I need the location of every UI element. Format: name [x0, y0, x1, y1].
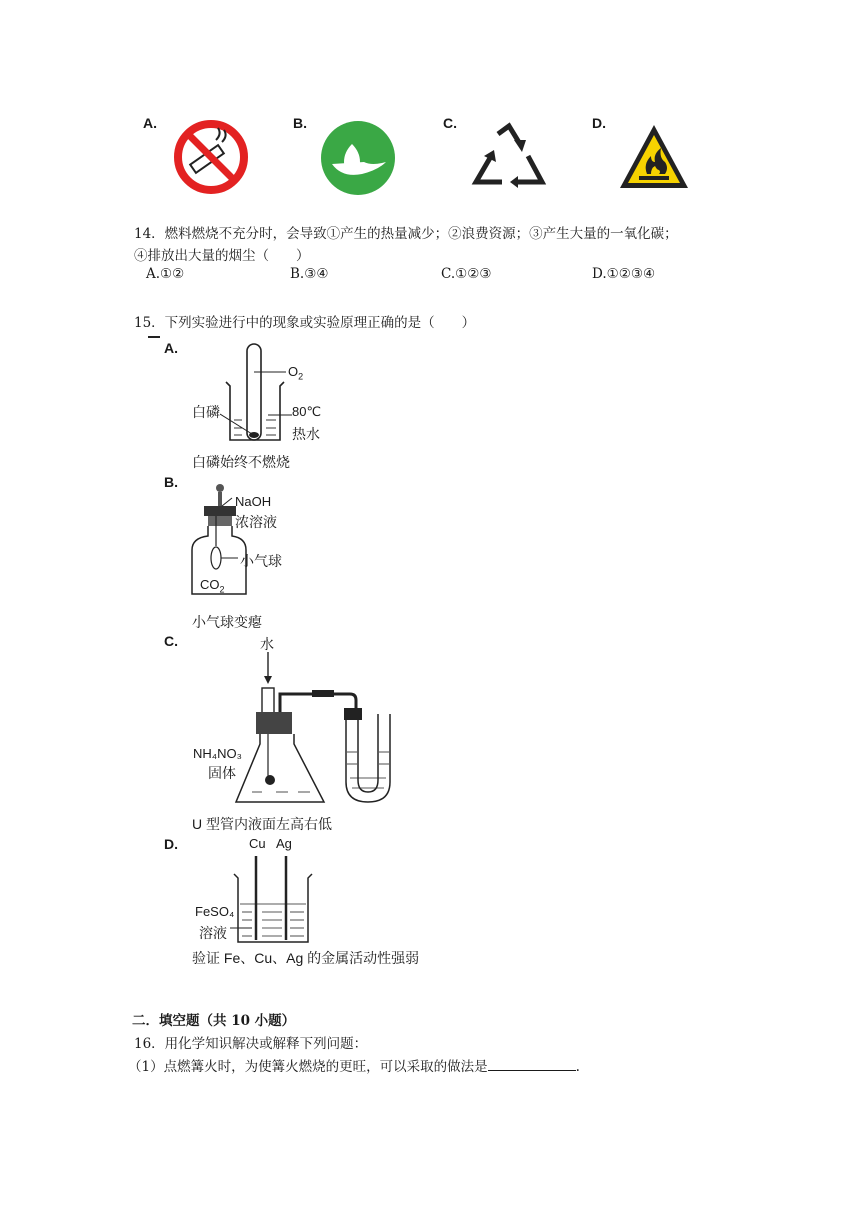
leader-lines-a [220, 342, 300, 446]
metal-strips-beaker-diagram [230, 854, 318, 946]
solution-label: 溶液 [199, 925, 227, 941]
exp-a-caption: 白磷始终不燃烧 [192, 454, 290, 470]
balloon-label: 小气球 [240, 553, 282, 569]
naoh-label: NaOH [235, 494, 272, 509]
exp-c-label: C. [164, 633, 178, 649]
ag-label: Ag [276, 836, 292, 851]
q14-option-b[interactable]: B.③④ [290, 266, 329, 282]
water-saving-icon [320, 120, 396, 196]
water-label: 水 [260, 636, 274, 652]
q16-stem: 16．用化学知识解决或解释下列问题： [134, 1036, 368, 1052]
cu-label: Cu [249, 836, 266, 851]
q16-part1-text: （1）点燃篝火时，为使篝火燃烧的更旺，可以采取的做法是 [128, 1059, 488, 1075]
q14-stem-line1: 14．燃料燃烧不充分时，会导致①产生的热量减少；②浪费资源；③产生大量的一氧化碳； [134, 226, 678, 242]
q14-option-d[interactable]: D.①②③④ [592, 266, 656, 282]
temperature-label: 80℃ [292, 404, 322, 419]
white-phosphorus-label: 白磷 [192, 404, 220, 420]
option-a-label: A. [143, 115, 157, 131]
section-title: 二．填空题（共 10 小题） [132, 1013, 296, 1029]
q14-option-c[interactable]: C.①②③ [441, 266, 492, 282]
q15-stem: 15．下列实验进行中的现象或实验原理正确的是（ ） [134, 315, 476, 331]
nh4no3-label: NH₄NO₃ [193, 746, 242, 761]
option-b-label: B. [293, 115, 307, 131]
q14-stem-line2: ④排放出大量的烟尘（ ） [134, 248, 310, 264]
q16-part1-end: . [575, 1059, 580, 1075]
q16-part1 [128, 1055, 580, 1075]
answer-blank[interactable] [488, 1058, 576, 1071]
q14-option-a[interactable]: A.①② [146, 266, 185, 282]
exp-c-caption: U 型管内液面左高右低 [192, 816, 332, 832]
flammable-warning-icon [617, 122, 691, 192]
exp-d-label: D. [164, 836, 178, 852]
exp-d-caption: 验证 Fe、Cu、Ag 的金属活动性强弱 [192, 950, 420, 966]
no-smoking-icon [172, 118, 250, 196]
exp-a-label: A. [164, 340, 178, 356]
hot-water-label: 热水 [292, 426, 320, 442]
option-c-label: C. [443, 115, 457, 131]
o2-label: $O_2$ [288, 364, 304, 382]
solid-label: 固体 [208, 765, 236, 781]
divider [148, 336, 160, 338]
co2-label: $CO_2$ [200, 577, 225, 595]
recycle-icon [470, 122, 548, 192]
exp-b-label: B. [164, 474, 178, 490]
flask-u-tube-diagram [232, 652, 410, 810]
feso4-label: FeSO₄ [195, 904, 235, 919]
option-d-label: D. [592, 115, 606, 131]
exp-b-caption: 小气球变瘪 [192, 614, 262, 630]
concentrated-solution-label: 浓溶液 [235, 514, 277, 530]
